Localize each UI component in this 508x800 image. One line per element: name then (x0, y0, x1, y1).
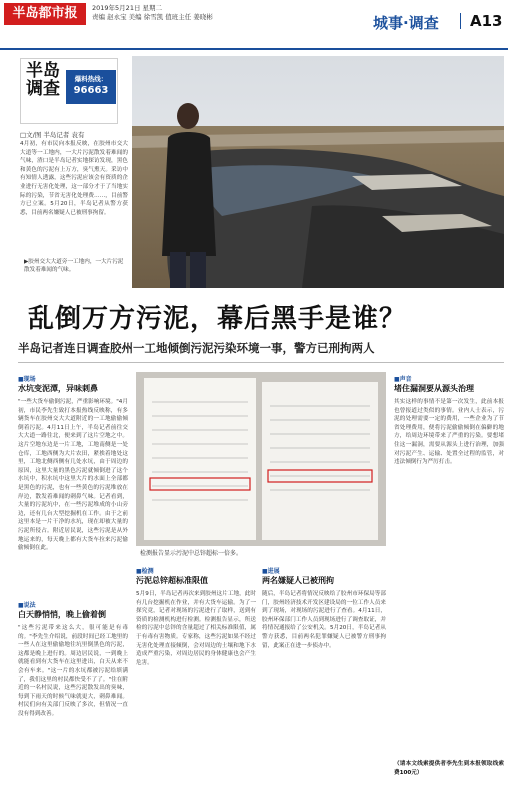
badge-title (26, 62, 60, 98)
issue-meta (92, 4, 262, 22)
headline: 乱倒万方污泥，幕后黑手是谁？ (28, 304, 407, 334)
headline-rule (18, 362, 504, 363)
section-label: ■进展 (262, 568, 280, 575)
section-text: "一些大货车偷倒污泥，严重影响环境。"4月初，市民李先生致打本报热线反映称，有多辆货车在胶州交大大道附近的一工地偷偷倾倒着污泥。4月11日上午，半岛记者前往交大大道一路往北，便来到了这片空地之中。这片空地东边是一片工地，工地南侧是一处仓库，工地西侧为大片农田，紧挨着地处这里，工地北侧西侧有几处水坑，由于周边的原因，这里大量的黑色污泥就倾倒进了这个水坑中，积水坑中这里大片的水面上全部都是黑色的污泥，也有一些黄色的污泥堆放在岸边，散发着难闻的刺鼻气味。记者看到，大量的污泥坑中，在一些污泥堆成的小山旁边，还有几台大型挖掘机在工作。由于之前这里本是一片干净的水坑，现在却被大量的污泥所侵占。附近居民说，这些污泥是从外地运来的，每天晚上都有大货车拉来污泥偷偷倾倒在此。 (18, 399, 128, 552)
section-progress (262, 566, 386, 786)
footer-note: （请本文线索提供者李先生到本报领取线索费100元） (394, 761, 504, 776)
report-photo-image (136, 372, 386, 546)
section-label: ■现场 (18, 376, 36, 383)
section-title: 污泥总锌超标准限值 (136, 576, 208, 585)
section-title: 两名嫌疑人已被刑拘 (262, 576, 334, 585)
field-photo-image (132, 56, 504, 288)
section-voice (394, 374, 504, 742)
section-text: "这些污泥带来这么大，很可能是有毒的。"李先生介绍说，前段时间已经工地里的一些人在这里偷偷地往坑里倒黑色的污泥，这都是晚上进行的。周边居民说，一到晚上就能看到有大货车在这里进出，白天从来不会有车来。"这一片的水坑都被污泥给填满了，我们这里的村民都快受不了了。"住在附近的一名村民说，这些污泥散发出的臭味，每到下雨天的时候气味就更大，刺鼻难闻。村民们向有关部门反映了多次，但情况一直没有得到改善。 (18, 625, 128, 717)
hotline-number: 96663 (73, 85, 109, 96)
hotline-box (66, 70, 116, 104)
section-scene (18, 374, 128, 608)
section-divider (460, 13, 461, 29)
section-title: 白天静悄悄，晚上偷着倒 (18, 610, 106, 619)
editors: 责编 赵永宝 美编 徐雪凯 值班主任 姜晓彬 (92, 13, 213, 21)
badge-title-line2: 调查 (26, 79, 60, 99)
badge-title-line1: 半岛 (26, 61, 60, 81)
section-text: 其实这样的事情不是第一次发生，此前本报也曾报道过类似的事情。业内人士表示，污泥的处理需要一定的费用，一些企业为了节省处理费用，便将污泥偷偷倾倒在偏僻的地方，给周边环境带来了严重的污染。要想堵住这一漏洞，需要从源头上进行治理，加强对污泥产生、运输、处置全过程的监管，对违法倾倒行为严厉打击。 (394, 399, 504, 466)
section-title: 堵住漏洞要从源头治理 (394, 384, 474, 393)
header-rule (0, 48, 508, 50)
section-label: ■检测 (136, 568, 154, 575)
subheadline: 半岛记者连日调查胶州一工地倾倒污泥污染环境一事，警方已刑拘两人 (18, 341, 375, 355)
section-test (136, 566, 256, 786)
hotline-label: 爆料热线： (74, 75, 108, 83)
photo-caption: ▶胶州交大大道旁一工地内，一大片污泥散发着难闻的气味。 (24, 259, 124, 273)
section-name: 城事·调查 (373, 14, 439, 32)
section-text: 5月9日，半岛记者再次来到胶州这片工地，此时有几台挖掘机在作业，并有大货车运输。为了一探究竟，记者对现场的污泥进行了取样，送到有资质的检测机构进行检测。检测报告显示，所送检的污泥中总锌的含量超过了相关标准限值，属于有毒有害物质。专家称，这些污泥如果不经过无害化处理直接倾倒，会对周边的土壤和地下水造成严重污染，对周边居民的身体健康也会产生危害。 (136, 591, 256, 666)
newspaper-logo: 半岛都市报 (4, 3, 86, 25)
section-label: ■说法 (18, 602, 36, 609)
field-photo (132, 56, 504, 288)
intro-text: 4月初，有市民向本报反映，在胶州市交大大道等一工地内，一大片污泥散发着难闻的气味，渣口是半岛记者实地探访发现，黑色和黄色的污泥有上万方，臭气熏天。采访中有知情人透露，这些污泥应该会有资质的企业进行无害化处理，这一部分才于了当地实际的污染，节省无害化处理费……，目前警方已立案。5月20日，半岛记者从警方获悉，目前两名嫌疑人已被刑事拘留。 (20, 141, 128, 216)
byline: □文/图 半岛记者 袁有 (20, 131, 85, 139)
section-title: 水坑变泥潭，异味刺鼻 (18, 384, 98, 393)
section-label: ■声音 (394, 376, 412, 383)
section-text: 随后，半岛记者将情况反映给了胶州市环保局等部门，胶州经济技术开发区建设局的一位工作人员来到了现场，对现场的污泥进行了查看。4月11日，胶州环保部门工作人员到现场进行了调查取证，并将情况通报给了公安机关。5月20日，半岛记者从警方获悉，目前两名犯罪嫌疑人已被警方刑事拘留，此案正在进一步侦办中。 (262, 591, 386, 649)
page-number: A13 (470, 12, 503, 30)
report-photo (136, 372, 386, 546)
section-saying (18, 600, 128, 798)
report-caption: 检测报告显示污泥中总锌超标一倍多。 (140, 550, 243, 557)
issue-date: 2019年5月21日 星期二 (92, 4, 163, 12)
